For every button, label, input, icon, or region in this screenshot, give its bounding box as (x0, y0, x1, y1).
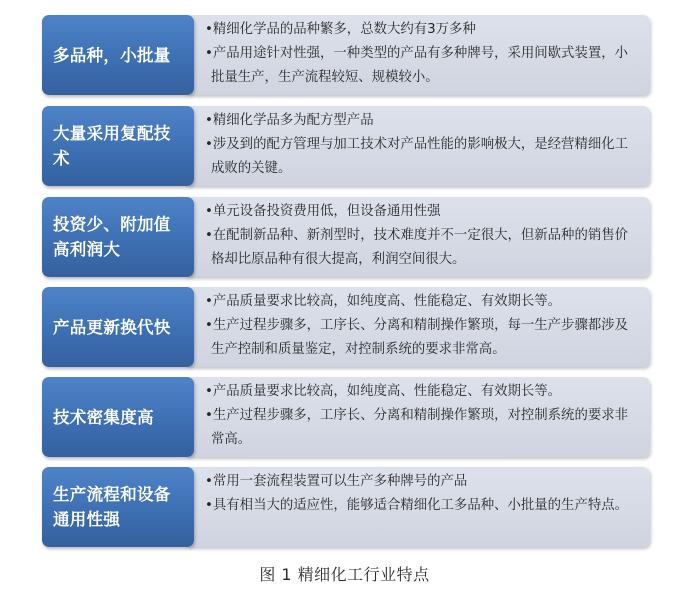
feature-label-box (42, 197, 194, 277)
feature-row-4 (42, 287, 650, 367)
feature-description-box (185, 377, 650, 457)
feature-row-2 (42, 106, 650, 186)
feature-description-box (185, 106, 650, 186)
feature-bullet: •生产过程步骤多，工序长、分离和精制操作繁琐，对控制系统的要求非常高。 (205, 408, 629, 447)
feature-row-1 (42, 15, 650, 95)
feature-label-box (42, 287, 194, 367)
feature-row-3 (42, 197, 650, 277)
feature-label: 多品种，小批量 (53, 45, 171, 65)
feature-description-box (185, 197, 650, 277)
feature-bullet: •产品用途针对性强，一种类型的产品有多种牌号，采用间歇式装置，小批量生产，生产流程较短、规模较小。 (205, 46, 629, 85)
feature-label-box (42, 15, 194, 95)
figure-caption: 图 1 精细化工行业特点 (259, 565, 430, 584)
feature-description-box (185, 467, 650, 547)
feature-bullet: •精细化学品的品种繁多，总数大约有3万多种 (205, 22, 476, 37)
feature-bullet: •生产过程步骤多，工序长、分离和精制操作繁琐，每一生产步骤都涉及生产控制和质量鉴定，对控制系统的要求非常高。 (205, 318, 629, 357)
feature-bullet: •产品质量要求比较高，如纯度高、性能稳定、有效期长等。 (205, 384, 562, 399)
feature-bullet: •涉及到的配方管理与加工技术对产品性能的影响极大，是经营精细化工成败的关键。 (205, 137, 629, 176)
feature-label-box (42, 377, 194, 457)
feature-row-5 (42, 377, 650, 457)
feature-bullet: •常用一套流程装置可以生产多种牌号的产品 (205, 474, 468, 489)
feature-description-box (185, 287, 650, 367)
feature-label: 大量采用复配技术 (53, 124, 171, 168)
feature-bullet: •具有相当大的适应性，能够适合精细化工多品种、小批量的生产特点。 (205, 498, 629, 513)
feature-label-box (42, 106, 194, 186)
feature-label: 生产流程和设备通用性强 (53, 485, 171, 529)
feature-bullet: •产品质量要求比较高，如纯度高、性能稳定、有效期长等。 (205, 294, 562, 309)
feature-bullet: •在配制新品种、新剂型时，技术难度并不一定很大，但新品种的销售价格却比原品种有很大提高，利润空间很大。 (205, 228, 629, 267)
feature-label: 产品更新换代快 (53, 317, 171, 337)
feature-row-6 (42, 467, 650, 547)
feature-label-box (42, 467, 194, 547)
feature-description-box (185, 15, 650, 95)
feature-bullet: •单元设备投资费用低，但设备通用性强 (205, 204, 441, 219)
feature-label: 技术密集度高 (53, 407, 154, 427)
feature-label: 投资少、附加值高利润大 (53, 215, 171, 259)
feature-bullet: •精细化学品多为配方型产品 (205, 113, 374, 128)
